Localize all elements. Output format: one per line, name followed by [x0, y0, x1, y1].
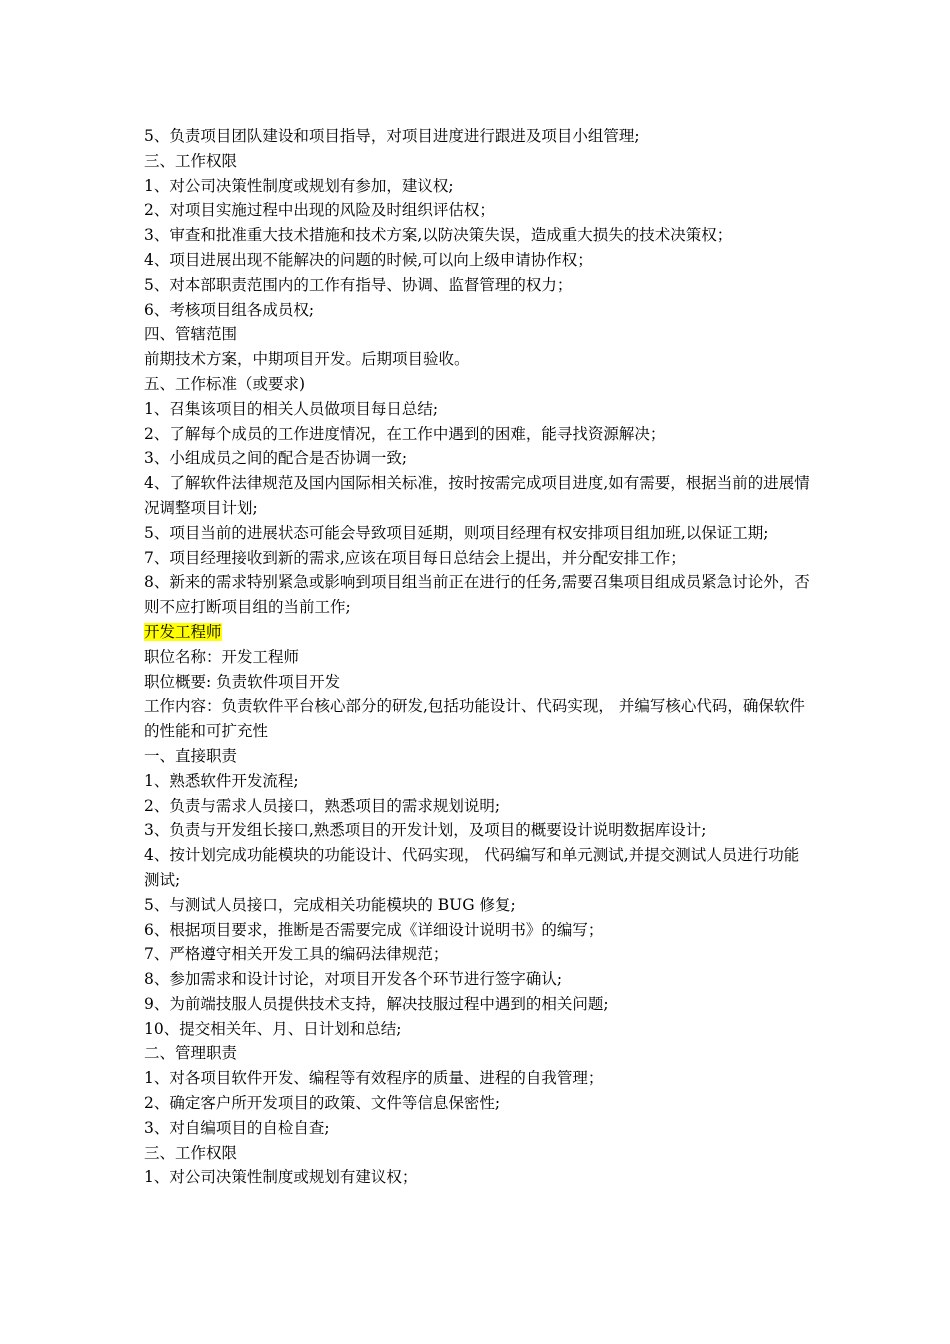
text-line: 1、对公司决策性制度或规划有参加，建议权;: [144, 176, 454, 195]
text-line: 9、为前端技服人员提供技术支持，解决技服过程中遇到的相关问题;: [144, 994, 609, 1013]
text-line: 前期技术方案，中期项目开发。后期项目验收。: [144, 350, 470, 369]
section-heading: 三、工作权限: [144, 151, 238, 170]
text-line: 3、小组成员之间的配合是否协调一致;: [144, 449, 408, 468]
text-line: 6、根据项目要求，推断是否需要完成《详细设计说明书》的编写；: [144, 920, 604, 939]
text-line: 4、项目进展出现不能解决的问题的时候,可以向上级申请协作权；: [144, 250, 593, 269]
text-line: 6、考核项目组各成员权;: [144, 300, 315, 319]
text-line: 1、熟悉软件开发流程;: [144, 771, 299, 790]
section-heading: 一、直接职责: [144, 746, 238, 765]
text-line: 7、严格遵守相关开发工具的编码法律规范；: [144, 945, 449, 964]
text-line: 2、确定客户所开发项目的政策、文件等信息保密性;: [144, 1094, 501, 1113]
text-line: 8、参加需求和设计讨论，对项目开发各个环节进行签字确认;: [144, 970, 563, 989]
text-line: 2、对项目实施过程中出现的风险及时组织评估权；: [144, 201, 495, 220]
text-paragraph: 8、新来的需求特别紧急或影响到项目组当前正在进行的任务,需要召集项目组成员紧急讨论外，否则不应打断项目组的当前工作;: [144, 573, 810, 617]
text-paragraph: 工作内容：负责软件平台核心部分的研发,包括功能设计、代码实现， 并编写核心代码，确保软件的性能和可扩充性: [144, 697, 805, 741]
text-paragraph: 4、按计划完成功能模块的功能设计、代码实现， 代码编写和单元测试,并提交测试人员进行功能测试;: [144, 846, 800, 889]
text-line: 3、负责与开发组长接口,熟悉项目的开发计划，及项目的概要设计说明数据库设计;: [144, 821, 707, 840]
text-line: 5、对本部职责范围内的工作有指导、协调、监督管理的权力；: [144, 275, 573, 294]
text-line: 1、对公司决策性制度或规划有建议权；: [144, 1168, 418, 1187]
text-line: 5、与测试人员接口，完成相关功能模块的 BUG 修复;: [144, 895, 516, 914]
text-line: 职位名称：开发工程师: [144, 647, 300, 666]
text-line: 7、项目经理接收到新的需求,应该在项目每日总结会上提出，并分配安排工作；: [144, 548, 686, 567]
section-heading: 三、工作权限: [144, 1143, 238, 1162]
text-line: 2、负责与需求人员接口，熟悉项目的需求规划说明;: [144, 796, 501, 815]
text-line: 3、审查和批准重大技术措施和技术方案,以防决策失误，造成重大损失的技术决策权；: [144, 226, 733, 245]
text-line: 1、对各项目软件开发、编程等有效程序的质量、进程的自我管理；: [144, 1069, 604, 1088]
text-paragraph: 5、项目当前的进展状态可能会导致项目延期，则项目经理有权安排项目组加班,以保证工期;: [144, 523, 769, 542]
job-title-heading: [144, 620, 810, 645]
text-line: 1、召集该项目的相关人员做项目每日总结;: [144, 399, 439, 418]
document-page: [144, 124, 810, 1190]
text-line: 3、对自编项目的自检自查;: [144, 1118, 330, 1137]
text-line: 2、了解每个成员的工作进度情况，在工作中遇到的困难，能寻找资源解决；: [144, 424, 666, 443]
text-line: 10、提交相关年、月、日计划和总结;: [144, 1019, 402, 1038]
text-line: 5、负责项目团队建设和项目指导，对项目进度进行跟进及项目小组管理;: [144, 127, 640, 145]
section-heading: 五、工作标准（或要求): [144, 374, 306, 393]
highlighted-job-title: 开发工程师: [144, 622, 222, 641]
text-paragraph: 4、了解软件法律规范及国内国际相关标准，按时按需完成项目进度,如有需要，根据当前的进展情况调整项目计划;: [144, 474, 810, 517]
section-heading: 四、管辖范围: [144, 325, 238, 344]
text-line: 职位概要: 负责软件项目开发: [144, 672, 341, 691]
section-heading: 二、管理职责: [144, 1044, 238, 1063]
